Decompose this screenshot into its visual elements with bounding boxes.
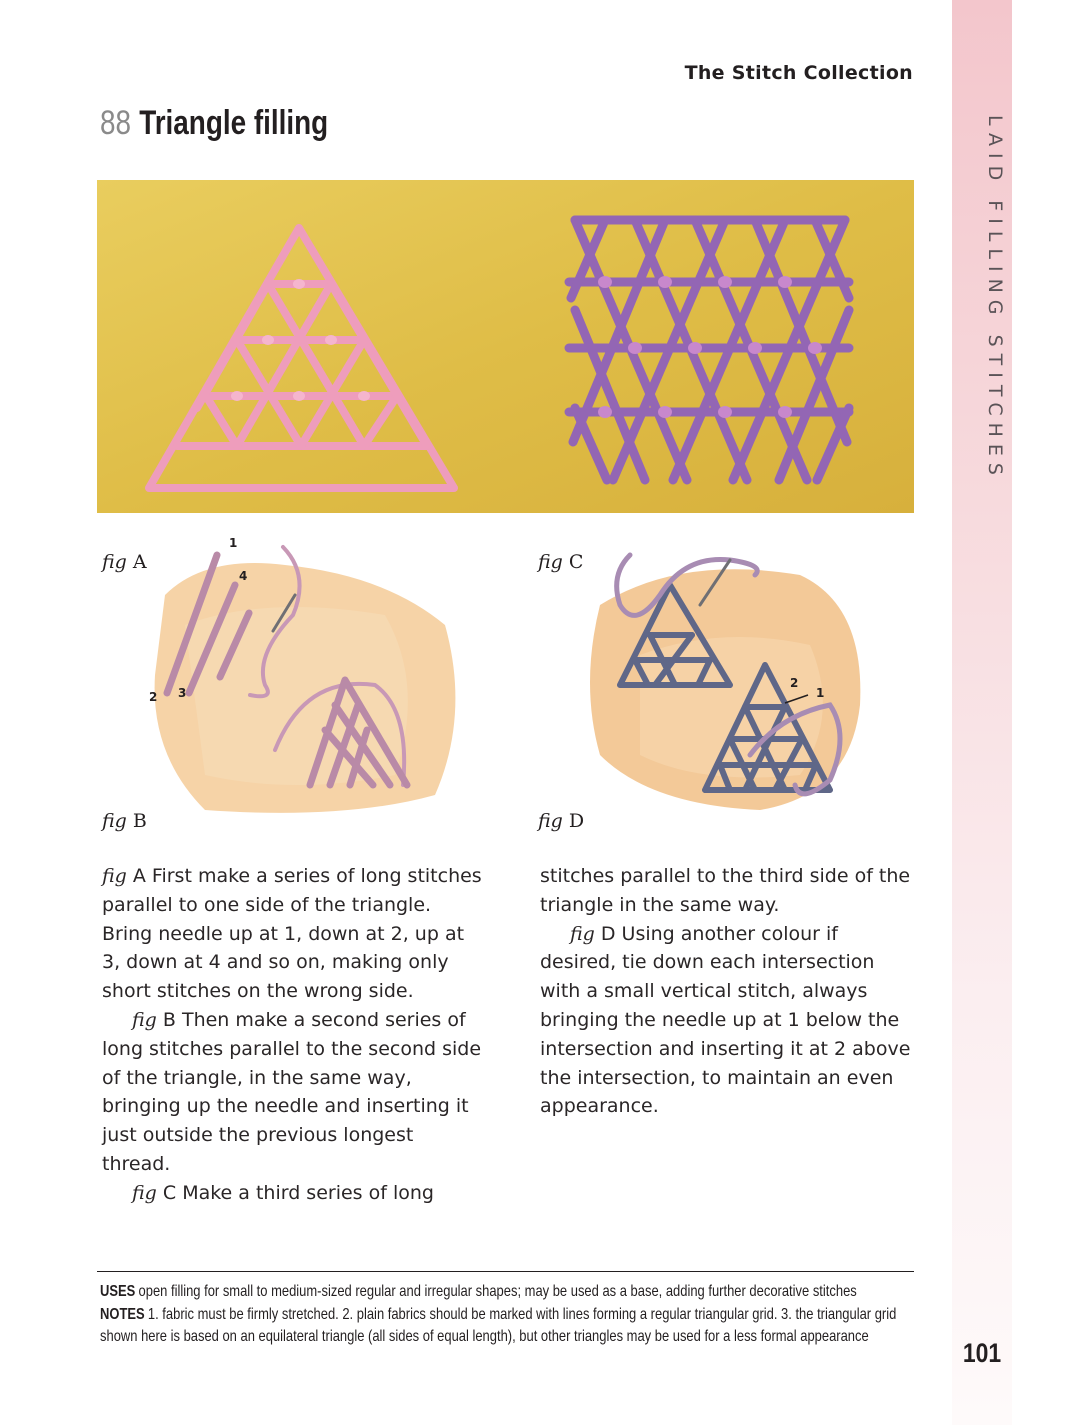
- stitch-title: [100, 104, 328, 143]
- fig-b-label: fig B: [102, 810, 147, 832]
- fig-a-marker-1: 1: [229, 536, 238, 550]
- running-head: The Stitch Collection: [684, 62, 913, 84]
- instruction-fig-c-continued: stitches parallel to the third side of the triangle in the same way.: [540, 865, 911, 916]
- fig-a-marker-4: 4: [239, 569, 248, 583]
- fig-d-label: fig D: [538, 810, 585, 832]
- fig-a-b-illustration: [145, 535, 480, 825]
- stitch-number: 88: [100, 104, 132, 142]
- fig-a-marker-3: 3: [178, 686, 187, 700]
- fig-a-label: fig A: [102, 551, 147, 573]
- fig-a-marker-2: 2: [149, 690, 158, 704]
- section-tab-label: LAID FILLING STITCHES: [984, 114, 1006, 482]
- instruction-fig-c: fig C Make a third series of long: [132, 1181, 434, 1204]
- instructions-left-column: [102, 862, 482, 1208]
- notes-divider: [97, 1271, 914, 1272]
- instructions-right-column: [540, 862, 920, 1121]
- instruction-fig-b: fig B Then make a second series of long stitches parallel to the second side of the triangle, in the same way, bringing up the needle and inserting it just outside the previous longest thread.: [102, 1008, 482, 1175]
- fig-c-d-illustration: [580, 535, 870, 815]
- fig-c-label: fig C: [538, 551, 584, 573]
- fig-d-marker-1: 1: [816, 686, 825, 700]
- stitch-sample-photo: [97, 180, 914, 513]
- uses-line: USES open filling for small to medium-sized regular and irregular shapes; may be used as a base, adding further decorative stitches: [100, 1283, 857, 1300]
- instruction-fig-d: fig D Using another colour if desired, tie down each intersection with a small vertical stitch, always bringing the needle up at 1 below the intersection and inserting it at 2 above the intersection, to maintain an even appearance.: [540, 922, 911, 1118]
- page-number: 101: [962, 1338, 1002, 1368]
- notes-line: NOTES 1. fabric must be firmly stretched. 2. plain fabrics should be marked with lines forming a regular triangular grid. 3. the triangular grid shown here is based on an equilateral triangle (all sides of equal length), but other triangles may be used for a less formal appearance: [100, 1305, 897, 1346]
- stitch-name: Triangle filling: [139, 104, 329, 142]
- fig-d-marker-2: 2: [790, 676, 799, 690]
- uses-notes-box: [100, 1281, 918, 1349]
- instruction-fig-a: fig A First make a series of long stitches parallel to one side of the triangle. Bring needle up at 1, down at 2, up at 3, down at 4 and so on, making only short stitches on the wrong side.: [102, 865, 482, 1003]
